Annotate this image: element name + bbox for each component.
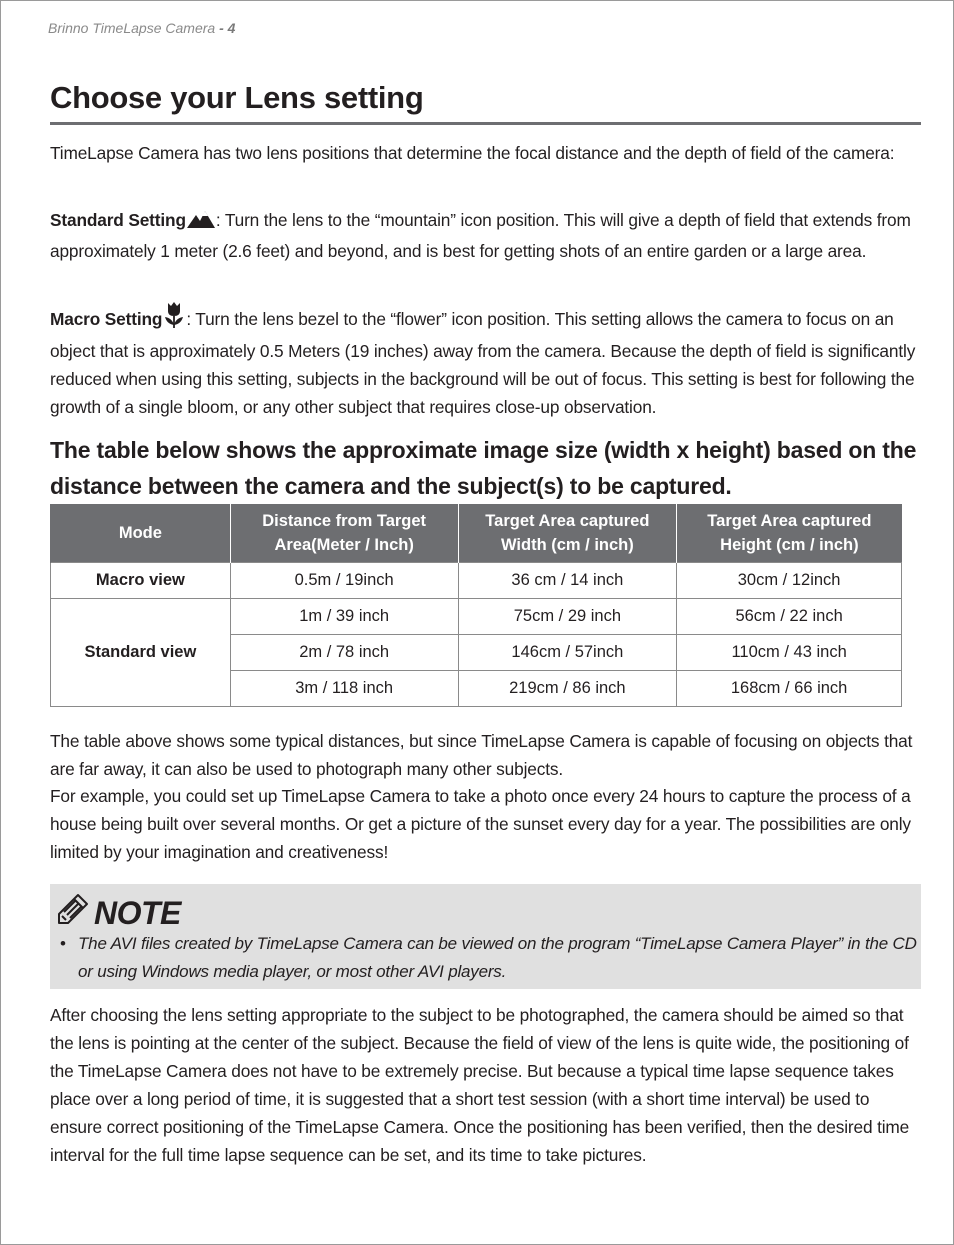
closing-paragraph: After choosing the lens setting appropriate to the subject to be photographed, the camera should be aimed so that the lens is pointing at the center of the subject. Because the field of view of the lens is quite wide, the positioning of the TimeLapse Camera does not have to be extremely precise. But because a typical time lapse sequence takes place over a long period of time, it is suggested that a short test session (with a short time interval) be used to ensure correct positioning of the TimeLapse Camera. Once the positioning has been verified, then the desired time interval for the full time lapse sequence can be set, and its time to take pictures. bbox=[50, 1005, 910, 1165]
table-heading: The table below shows the approximate image size (width x height) based on the distance between the camera and the subject(s) to be captured. bbox=[50, 437, 917, 499]
running-header bbox=[48, 20, 235, 36]
table-row bbox=[51, 563, 902, 599]
after-table-paragraph-2: For example, you could set up TimeLapse Camera to take a photo once every 24 hours to capture the process of a house being built over several months. Or get a picture of the sunset every day for a year. The possibilities are only limited by your imagination and creativeness! bbox=[50, 786, 911, 862]
column-header-height: Target Area captured Height (cm / inch) bbox=[677, 504, 902, 563]
macro-setting-text: : Turn the lens bezel to the “flower” icon position. This setting allows the camera to focus on an object that is approximately 0.5 Meters (19 inches) away from the camera. Because the depth of field is significantly reduced when using this setting, subjects in the background will be out of focus. This setting is best for following the growth of a single bloom, or any other subject that requires close-up observation. bbox=[50, 309, 916, 417]
standard-setting-text: : Turn the lens to the “mountain” icon position. This will give a depth of field that extends from approximately 1 meter (2.6 feet) and beyond, and is best for getting shots of an entire garden or a large area. bbox=[50, 210, 911, 261]
mountain-icon bbox=[186, 209, 216, 237]
running-title: Brinno TimeLapse Camera bbox=[48, 20, 216, 36]
column-header-mode: Mode bbox=[51, 504, 231, 563]
standard-setting-paragraph bbox=[50, 206, 924, 265]
height-cell: 110cm / 43 inch bbox=[677, 635, 902, 671]
mode-cell-macro: Macro view bbox=[51, 563, 231, 599]
height-cell: 168cm / 66 inch bbox=[677, 671, 902, 707]
after-table-paragraph-1: The table above shows some typical distances, but since TimeLapse Camera is capable of focusing on objects that are far away, it can also be used to photograph many other subjects. bbox=[50, 731, 913, 779]
page-number: - 4 bbox=[219, 20, 236, 36]
image-size-table bbox=[50, 504, 902, 707]
note-label: NOTE bbox=[94, 894, 181, 931]
mode-cell-standard: Standard view bbox=[51, 599, 231, 707]
flower-icon bbox=[162, 301, 186, 337]
note-item bbox=[60, 930, 930, 986]
standard-setting-label: Standard Setting bbox=[50, 210, 186, 230]
distance-cell: 0.5m / 19inch bbox=[230, 563, 458, 599]
intro-paragraph: TimeLapse Camera has two lens positions that determine the focal distance and the depth of field of the camera: bbox=[50, 143, 895, 163]
pencil-icon bbox=[56, 892, 90, 934]
column-header-width: Target Area captured Width (cm / inch) bbox=[458, 504, 677, 563]
macro-setting-label: Macro Setting bbox=[50, 309, 163, 329]
width-cell: 36 cm / 14 inch bbox=[458, 563, 677, 599]
table-header-row bbox=[51, 504, 902, 563]
note-item-text: The AVI files created by TimeLapse Camera can be viewed on the program “TimeLapse Camera Player” in the CD or using Windows media player, or most other AVI players. bbox=[78, 934, 917, 981]
macro-setting-paragraph bbox=[50, 301, 924, 421]
width-cell: 146cm / 57inch bbox=[458, 635, 677, 671]
page-title: Choose your Lens setting bbox=[50, 80, 921, 125]
table-row bbox=[51, 599, 902, 635]
column-header-distance: Distance from Target Area(Meter / Inch) bbox=[230, 504, 458, 563]
distance-cell: 1m / 39 inch bbox=[230, 599, 458, 635]
width-cell: 219cm / 86 inch bbox=[458, 671, 677, 707]
height-cell: 30cm / 12inch bbox=[677, 563, 902, 599]
height-cell: 56cm / 22 inch bbox=[677, 599, 902, 635]
bullet-glyph: • bbox=[60, 934, 66, 953]
distance-cell: 2m / 78 inch bbox=[230, 635, 458, 671]
width-cell: 75cm / 29 inch bbox=[458, 599, 677, 635]
distance-cell: 3m / 118 inch bbox=[230, 671, 458, 707]
note-title bbox=[56, 892, 181, 934]
